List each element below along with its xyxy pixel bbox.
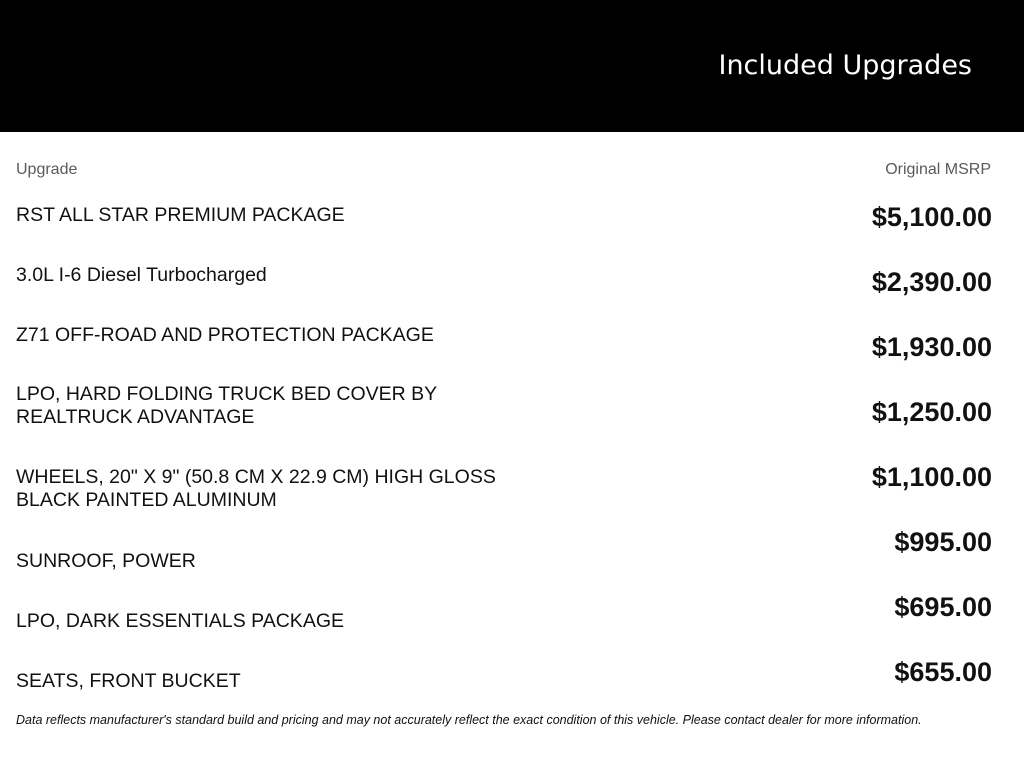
upgrade-name: SUNROOF, POWER	[16, 550, 196, 572]
upgrade-name: SEATS, FRONT BUCKET	[16, 670, 241, 692]
disclaimer-text: Data reflects manufacturer's standard build and pricing and may not accurately reflect the exact condition of this vehicle. Please contact dealer for more information.	[16, 713, 922, 727]
upgrade-name: LPO, HARD FOLDING TRUCK BED COVER BY REALTRUCK ADVANTAGE	[16, 383, 437, 428]
upgrade-name: WHEELS, 20" X 9" (50.8 CM X 22.9 CM) HIGH GLOSS BLACK PAINTED ALUMINUM	[16, 466, 496, 511]
page-title: Included Upgrades	[718, 50, 972, 81]
upgrade-name: 3.0L I-6 Diesel Turbocharged	[16, 264, 267, 286]
upgrade-name: LPO, DARK ESSENTIALS PACKAGE	[16, 610, 344, 632]
upgrade-price: $1,930.00	[871, 332, 992, 362]
upgrade-name: Z71 OFF-ROAD AND PROTECTION PACKAGE	[16, 324, 434, 346]
upgrade-name: RST ALL STAR PREMIUM PACKAGE	[16, 204, 345, 226]
upgrade-price: $1,100.00	[871, 462, 992, 492]
upgrade-price: $2,390.00	[871, 267, 992, 297]
upgrade-price: $655.00	[894, 657, 992, 687]
column-header-msrp: Original MSRP	[885, 161, 991, 178]
header-bar	[0, 0, 1024, 132]
column-header-upgrade: Upgrade	[16, 161, 78, 178]
upgrade-price: $1,250.00	[871, 397, 992, 427]
upgrade-price: $695.00	[894, 592, 992, 622]
upgrade-price: $995.00	[894, 527, 992, 557]
upgrade-price: $5,100.00	[871, 202, 992, 232]
